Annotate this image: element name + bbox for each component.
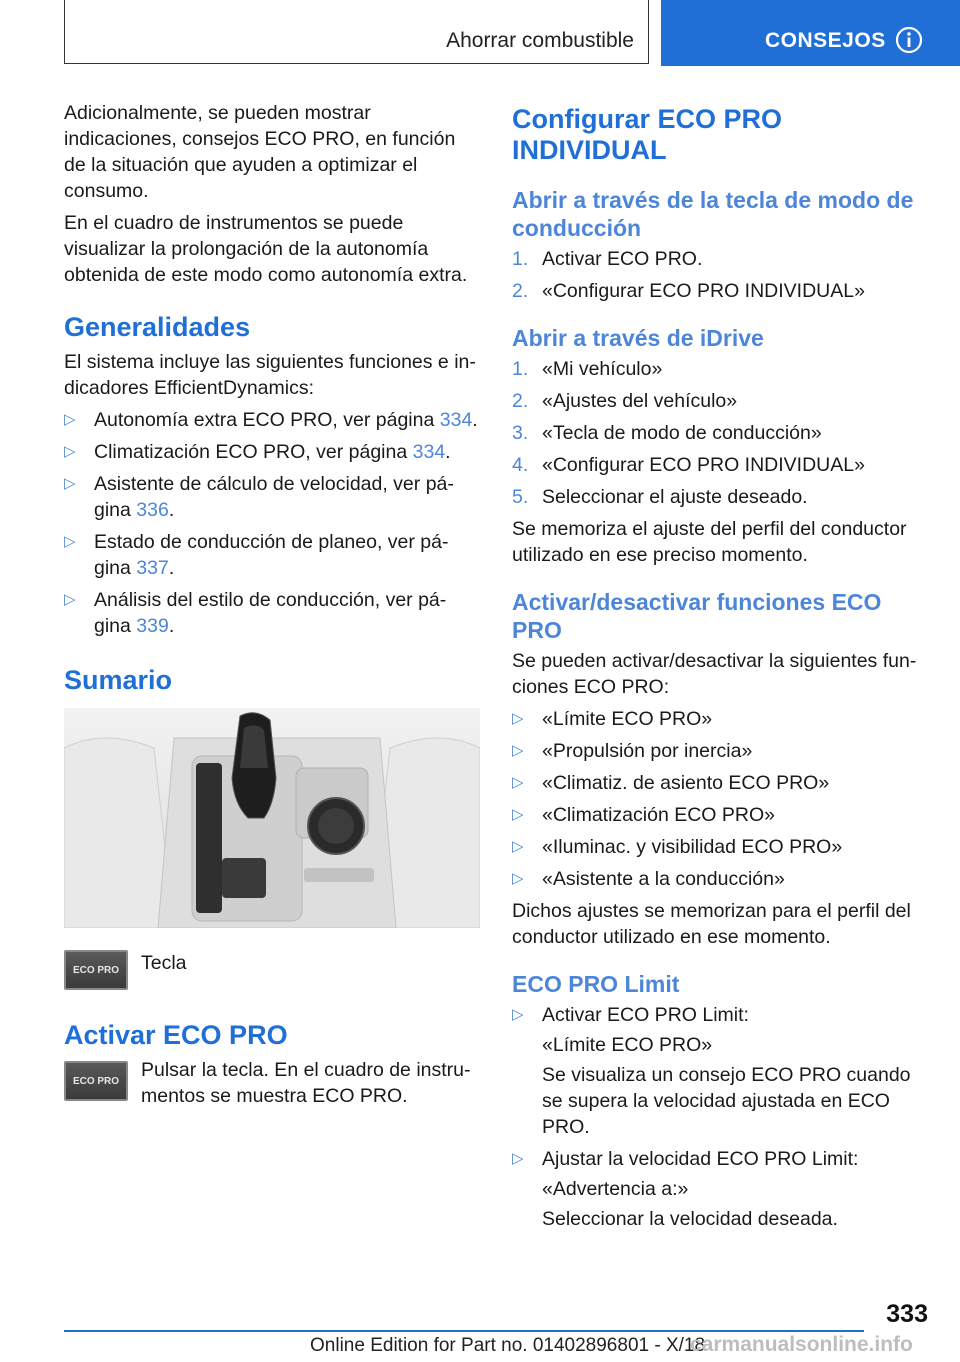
heading-via-tecla: Abrir a través de la tecla de modo de conducción [512,187,914,241]
page-link[interactable]: 336 [136,499,169,521]
list-item: 2. «Ajustes del vehículo» [512,390,738,412]
triangle-bullet-icon: ▷ [64,443,76,460]
configurar-note: Se memoriza el ajuste del perfil del conductor utilizado en ese preciso momento. [512,518,907,566]
triangle-bullet-icon: ▷ [64,533,76,550]
triangle-bullet-icon: ▷ [64,591,76,608]
key-row-activar [64,1057,480,1109]
heading-eco-pro-limit: ECO PRO Limit [512,971,680,997]
triangle-bullet-icon: ▷ [64,411,76,428]
list-item: ▷ Asistente de cálculo de velocidad, ver pá‐gina 336. [64,473,454,521]
page-link[interactable]: 334 [439,409,473,431]
list-item: ▷ «Asistente a la conducción» [512,868,785,890]
list-item: ▷ «Climatiz. de asiento ECO PRO» [512,772,830,794]
list-item: ▷ «Iluminac. y visibilidad ECO PRO» [512,836,843,858]
heading-activar-eco-pro: Activar ECO PRO [64,1020,288,1050]
page-link[interactable]: 339 [136,615,169,637]
list-item: 1. Activar ECO PRO. [512,248,703,270]
list-item: ▷ «Límite ECO PRO» [512,708,713,730]
right-column [512,100,928,1238]
list-item: 2. «Configurar ECO PRO INDIVIDUAL» [512,280,865,302]
list-item: 3. «Tecla de modo de conducción» [512,422,822,444]
section-title: Ahorrar combustible [446,29,634,52]
heading-generalidades: Generalidades [64,312,251,342]
list-item: 4. «Configurar ECO PRO INDIVIDUAL» [512,454,865,476]
tab-consejos-label: CONSEJOS [765,29,886,52]
list-item: 5. Seleccionar el ajuste deseado. [512,486,808,508]
triangle-bullet-icon: ▷ [64,475,76,492]
section-header-box [64,0,649,64]
list-item: ▷ Activar ECO PRO Limit: «Límite ECO PRO» Se visualiza un consejo ECO PRO cuando se supera la velocidad ajustada en ECO PRO. [512,1004,911,1138]
funciones-note: Dichos ajustes se memorizan para el perfil del conductor utilizado en ese momento. [512,900,911,948]
triangle-bullet-icon: ▷ [512,806,524,823]
list-item: ▷ Estado de conducción de planeo, ver pá‐gina 337. [64,531,449,579]
steps-via-tecla [512,246,928,304]
triangle-bullet-icon: ▷ [512,1006,524,1023]
page-header [0,0,960,66]
page-link[interactable]: 337 [136,557,169,579]
heading-via-idrive: Abrir a través de iDrive [512,325,764,351]
footer-divider [64,1330,864,1332]
funciones-list [512,706,928,892]
list-item: ▷ Ajustar la velocidad ECO PRO Limit: «Advertencia a:» Seleccionar la velocidad deseada. [512,1148,859,1230]
left-column [64,100,480,1109]
tab-consejos[interactable] [661,0,960,66]
info-icon[interactable] [895,26,923,54]
list-item: ▷ Climatización ECO PRO, ver página 334. [64,441,451,463]
triangle-bullet-icon: ▷ [512,870,524,887]
list-item: ▷ «Propulsión por inercia» [512,740,753,762]
triangle-bullet-icon: ▷ [512,1150,524,1167]
list-item: ▷ «Climatización ECO PRO» [512,804,775,826]
eco-pro-key-icon: ECO PRO [64,1061,128,1101]
footer-edition: Online Edition for Part no. 01402896801 - X/18 [310,1335,706,1356]
center-console-photo [64,708,480,928]
generalidades-text: El sistema incluye las siguientes funciones e in‐dicadores EfficientDynamics: [64,351,476,399]
triangle-bullet-icon: ▷ [512,742,524,759]
eco-pro-key-icon: ECO PRO [64,950,128,990]
steps-via-idrive [512,356,928,510]
triangle-bullet-icon: ▷ [512,774,524,791]
list-item: ▷ Análisis del estilo de conducción, ver pá‐gina 339. [64,589,447,637]
intro-paragraph-2: En el cuadro de instrumentos se puede visualizar la prolongación de la autonomía obtenida de este modo como autonomía extra. [64,212,468,286]
triangle-bullet-icon: ▷ [512,838,524,855]
key-caption: Tecla [141,952,187,974]
heading-funciones: Activar/desactivar funciones ECO PRO [512,589,882,643]
generalidades-list [64,407,480,639]
heading-configurar: Configurar ECO PRO INDIVIDUAL [512,104,783,165]
heading-sumario: Sumario [64,665,173,695]
page-number: 333 [886,1300,928,1328]
watermark: carmanualsonline.info [690,1333,913,1356]
intro-paragraph-1: Adicionalmente, se pueden mostrar indicaciones, consejos ECO PRO, en función de la situación que ayuden a optimizar el consumo. [64,102,456,202]
triangle-bullet-icon: ▷ [512,710,524,727]
list-item: ▷ Autonomía extra ECO PRO, ver página 334. [64,409,478,431]
funciones-text: Se pueden activar/desactivar la siguientes fun‐ciones ECO PRO: [512,650,917,698]
page-link[interactable]: 334 [412,441,446,463]
limit-list [512,1002,928,1232]
list-item: 1. «Mi vehículo» [512,358,663,380]
activar-text: Pulsar la tecla. En el cuadro de instru‐mentos se muestra ECO PRO. [141,1059,471,1107]
key-row-tecla [64,950,480,990]
